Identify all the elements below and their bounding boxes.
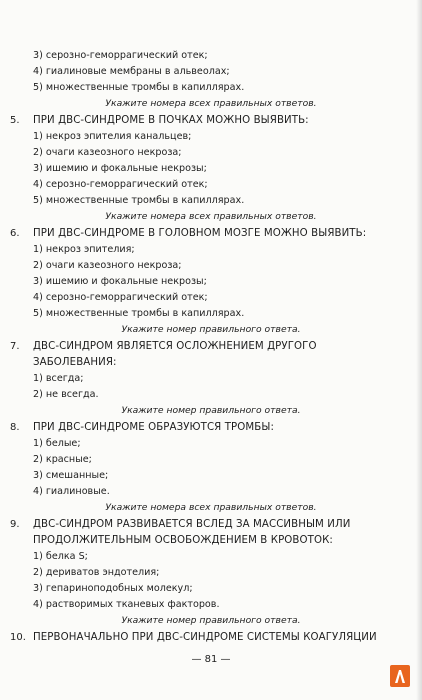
option: 3) серозно-геморрагический отек; (33, 50, 208, 61)
question-number: 9. (10, 519, 20, 530)
option: 4) серозно-геморрагический отек; (33, 292, 208, 303)
option: 3) смешанные; (33, 470, 109, 481)
option: 2) очаги казеозного некроза; (33, 147, 182, 158)
instruction: Укажите номер правильного ответа. (121, 324, 301, 335)
option: 3) гепариноподобных молекул; (33, 583, 193, 594)
option: 1) всегда; (33, 373, 84, 384)
question-number: 8. (10, 422, 20, 433)
option: 1) белка S; (33, 551, 88, 562)
instruction: Укажите номера всех правильных ответов. (105, 211, 317, 222)
question-text: ДВС-СИНДРОМ РАЗВИВАЕТСЯ ВСЛЕД ЗА МАССИВНЫМ ИЛИ (33, 519, 351, 530)
option: 5) множественные тромбы в капиллярах. (33, 308, 245, 319)
question-text: ЗАБОЛЕВАНИЯ: (33, 357, 117, 368)
option: 4) гиалиновые мембраны в альвеолах; (33, 66, 230, 77)
instruction: Укажите номер правильного ответа. (121, 405, 301, 416)
instruction: Укажите номер правильного ответа. (121, 615, 301, 626)
option: 2) дериватов эндотелия; (33, 567, 160, 578)
option: 4) серозно-геморрагический отек; (33, 179, 208, 190)
question-text: ПРИ ДВС-СИНДРОМЕ В ГОЛОВНОМ МОЗГЕ МОЖНО ВЫЯВИТЬ: (33, 228, 367, 239)
option: 4) растворимых тканевых факторов. (33, 599, 220, 610)
option: 3) ишемию и фокальные некрозы; (33, 163, 207, 174)
option: 3) ишемию и фокальные некрозы; (33, 276, 207, 287)
option: 1) белые; (33, 438, 81, 449)
question-text: ДВС-СИНДРОМ ЯВЛЯЕТСЯ ОСЛОЖНЕНИЕМ ДРУГОГО (33, 341, 317, 352)
page-number: — 81 — (191, 654, 231, 665)
option: 2) красные; (33, 454, 92, 465)
option: 2) очаги казеозного некроза; (33, 260, 182, 271)
question-number: 7. (10, 341, 20, 352)
question-text: ПРИ ДВС-СИНДРОМЕ ОБРАЗУЮТСЯ ТРОМБЫ: (33, 422, 274, 433)
question-number: 10. (10, 632, 26, 643)
question-number: 5. (10, 115, 20, 126)
option: 5) множественные тромбы в капиллярах. (33, 82, 245, 93)
question-text: ПЕРВОНАЧАЛЬНО ПРИ ДВС-СИНДРОМЕ СИСТЕМЫ КОАГУЛЯЦИИ (33, 632, 377, 643)
page-edge-shadow (416, 0, 422, 700)
option: 4) гиалиновые. (33, 486, 110, 497)
option: 1) некроз эпителия; (33, 244, 135, 255)
option: 5) множественные тромбы в капиллярах. (33, 195, 245, 206)
instruction: Укажите номера всех правильных ответов. (105, 98, 317, 109)
publisher-logo (390, 665, 410, 687)
instruction: Укажите номера всех правильных ответов. (105, 502, 317, 513)
question-text: ПРИ ДВС-СИНДРОМЕ В ПОЧКАХ МОЖНО ВЫЯВИТЬ: (33, 115, 309, 126)
option: 2) не всегда. (33, 389, 99, 400)
question-text: ПРОДОЛЖИТЕЛЬНЫМ ОСВОБОЖДЕНИЕМ В КРОВОТОК: (33, 535, 333, 546)
option: 1) некроз эпителия канальцев; (33, 131, 192, 142)
question-number: 6. (10, 228, 20, 239)
